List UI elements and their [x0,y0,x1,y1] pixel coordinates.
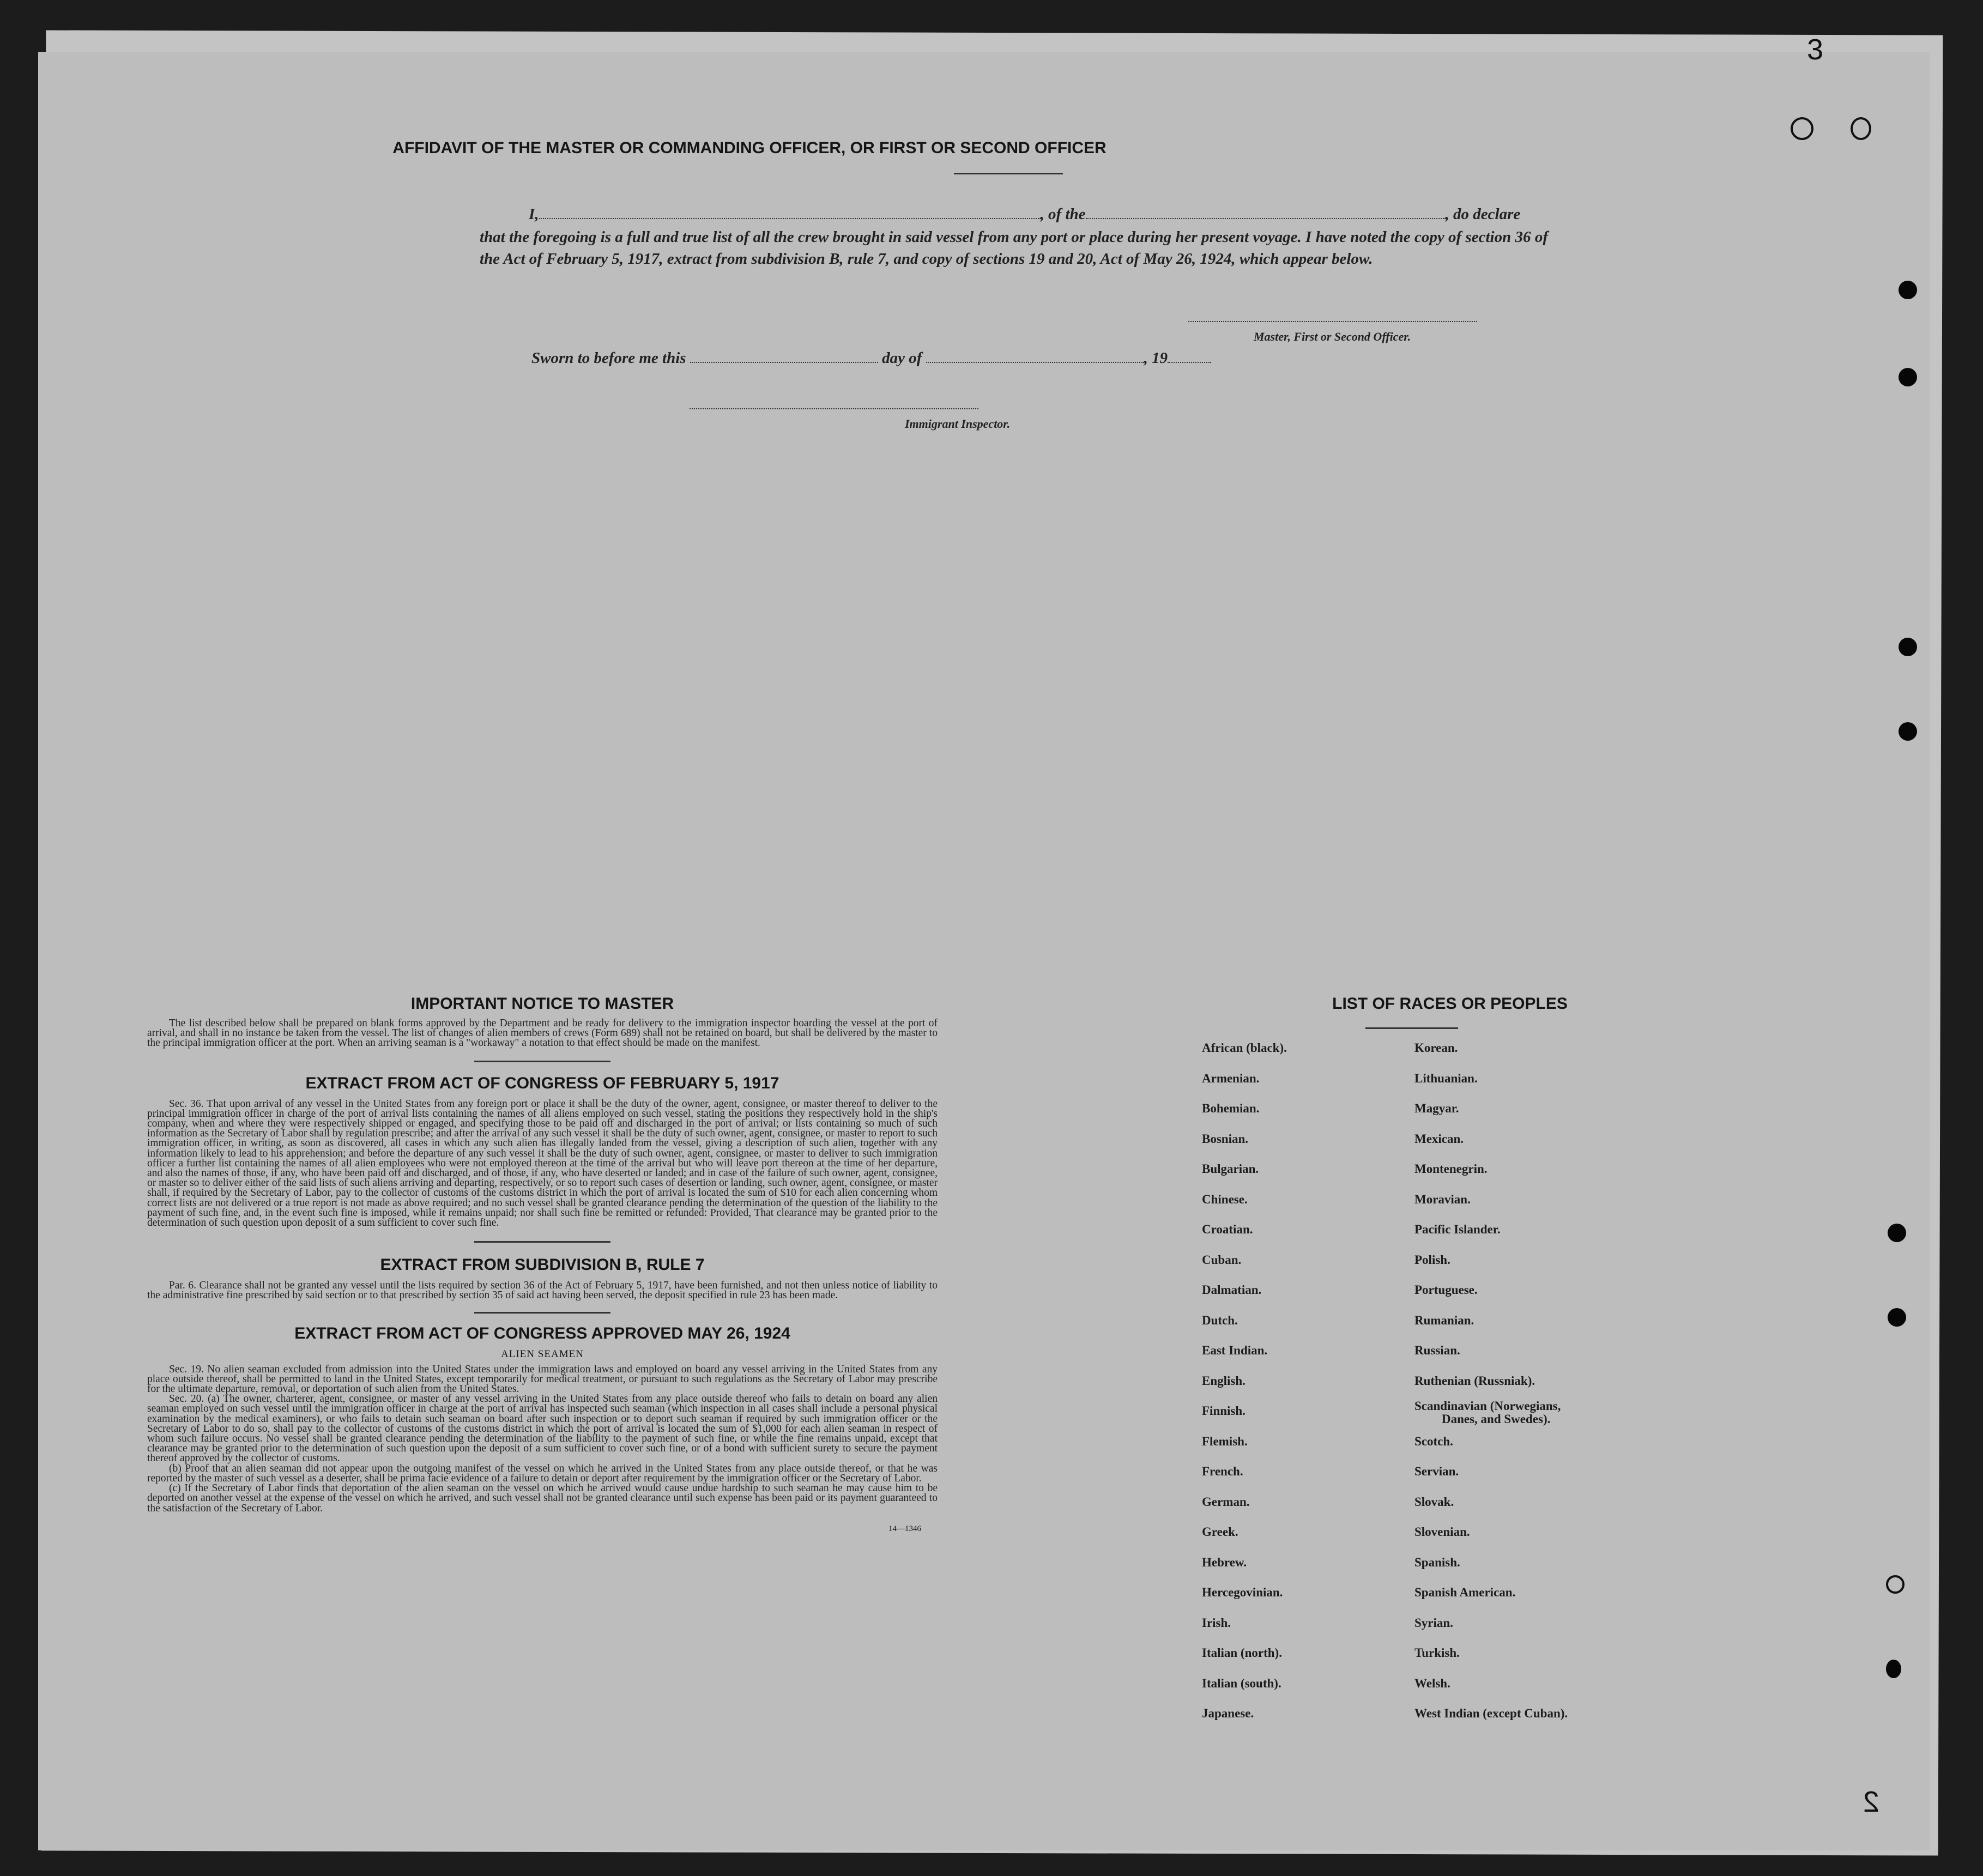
extract-1924-subtitle: ALIEN SEAMEN [501,1348,584,1360]
sworn-day-field[interactable] [690,348,878,363]
punch-hole [1886,1660,1901,1678]
extract-1917-title: EXTRACT FROM ACT OF CONGRESS OF FEBRUARY 5, 1917 [305,1074,779,1092]
races-title: LIST OF RACES OR PEOPLES [1332,995,1568,1013]
race-item: Irish. [1202,1615,1231,1630]
race-item: Flemish. [1202,1434,1248,1448]
race-item: English. [1202,1373,1246,1388]
race-item: Dalmatian. [1202,1283,1262,1297]
race-item: French. [1202,1465,1243,1478]
race-item: Polish. [1414,1252,1450,1267]
extract-1924-sec19: Sec. 19. No alien seaman excluded from admission into the United States under the immigration laws and employed on board any vessel arriving in the United States from any place outside thereof, shall be permitted to land in the United States, except temporarily for medical treatment, or pursuant to such regulations as the Secretary of Labor may prescribe for the ultimate departure, removal, or deportation of such alien from the United States. [147,1363,938,1395]
race-item: Japanese. [1202,1706,1254,1720]
affidavit-of-the: , of the [1040,205,1086,223]
race-item: Hebrew. [1202,1555,1247,1569]
punch-hole [1899,281,1917,299]
inspector-signature-line[interactable] [690,407,978,409]
race-item: West Indian (except Cuban). [1414,1706,1568,1720]
divider-3 [474,1312,610,1314]
subdivision-b-text: Par. 6. Clearance shall not be granted any vessel until the lists required by section 36 of the Act of February 5, 1917, have been furnished, and not then unless notice of liability to the administrative fine prescribed by said section or to that prescribed by section 35 of said act having been served, the deposit specified in rule 23 has been made. [147,1280,938,1302]
extract-1924-title: EXTRACT FROM ACT OF CONGRESS APPROVED MAY 26, 1924 [294,1324,790,1342]
notice-title: IMPORTANT NOTICE TO MASTER [410,995,674,1013]
race-item: Korean. [1414,1041,1458,1055]
extract-1924-sec20a: Sec. 20. (a) The owner, charterer, agent, consignee, or master of any vessel arriving in the United States from any place outside thereof who fails to detain on board any alien seaman employed on such vessel until the immigration officer in charge at the port of arrival has inspected such seaman (which inspection in all cases shall include a personal physical examination by the medical examiners), or who fails to detain such seaman on board after such inspection or to deport such seaman if required by such immigration officer or the Secretary of Labor to do so, shall pay to the collector of customs of the customs district in which the port of arrival is located the sum of $1,000 for each alien seaman in respect of whom such failure occurs. No vessel shall be granted clearance pending the determination of the liability to the payment of such fine, or while the fine remains unpaid, except that clearance may be granted prior to the determination of such question upon the deposit of a sum sufficient to cover such fine, or of a bond with sufficient surety to secure the payment thereof approved by the collector of customs. [147,1393,938,1465]
row-number-column [1856,444,1878,1834]
punch-hole [1888,1224,1906,1242]
page-number-bottom: 2 [1863,1786,1880,1818]
race-item: Welsh. [1414,1676,1450,1690]
race-item: Croatian. [1202,1223,1253,1236]
punch-hole [1899,638,1917,656]
race-item: Servian. [1414,1465,1459,1478]
day-of-label: day of [882,349,922,367]
sworn-line [531,347,1211,369]
affidavit-title-rule [954,173,1063,174]
race-item: Finnish. [1202,1404,1246,1418]
race-item: Bohemian. [1202,1102,1260,1115]
notice-text: The list described below shall be prepared on blank forms approved by the Department and be ready for delivery to the immigration inspector boarding the vessel at the port of arrival, and shall in no instance be taken from the vessel. The list of changes of alien members of crews (Form 689) shall not be retained on board, but shall be delivered by the master to the principal immigration officer at the port. When an arriving seaman is a "workaway" a notation to that effect should be made on the manifest. [147,1018,938,1049]
punch-hole [1888,1308,1906,1327]
race-item: Bulgarian. [1202,1162,1259,1176]
race-item: Portuguese. [1414,1283,1478,1297]
race-item: East Indian. [1202,1344,1268,1357]
race-item: Montenegrin. [1414,1162,1488,1176]
binder-ring-mark [1851,117,1871,140]
punch-hole [1899,368,1917,386]
affidavit-fill-line [480,203,1581,225]
race-item: Scandinavian (Norwegians, Danes, and Swedes). [1414,1399,1561,1426]
binder-ring-mark [1791,117,1813,140]
race-item: Italian (south). [1202,1676,1281,1690]
divider-2 [474,1241,610,1243]
divider-1 [474,1061,610,1062]
race-item: Spanish American. [1414,1585,1516,1599]
race-item: Moravian. [1414,1192,1471,1206]
sworn-year-field[interactable] [1168,348,1211,363]
sworn-month-field[interactable] [926,348,1144,363]
race-item: African (black). [1202,1041,1287,1055]
races-title-rule [1365,1027,1458,1029]
race-item: Scotch. [1414,1434,1453,1448]
master-signature-line[interactable] [1188,320,1477,322]
race-item: Pacific Islander. [1414,1223,1501,1236]
race-item: Slovenian. [1414,1525,1470,1539]
affidavit-title: AFFIDAVIT OF THE MASTER OR COMMANDING OFFICER, OR FIRST OR SECOND OFFICER [392,139,1107,157]
races-left-list [1202,1041,1409,1750]
race-item: German. [1202,1494,1250,1509]
race-item: Slovak. [1414,1494,1454,1509]
master-signature-caption: Master, First or Second Officer. [1254,330,1411,343]
extract-1924-sec20b: (b) Proof that an alien seaman did not appear upon the outgoing manifest of the vessel on which he arrived in the United States from any place outside thereof, or that he was reported by the master of such vessel as a deserter, shall be prima facie evidence of a failure to detain or deport after requirement by the immigration officer or the Secretary of Labor. [147,1462,938,1484]
race-item: Ruthenian (Russniak). [1414,1373,1535,1388]
affidavit-body: that the foregoing is a full and true list of all the crew brought in said vessel from any port or place during her present voyage. I have noted the copy of section 36 of the Act of February 5, 1917, extract from subdivision B, rule 7, and copy of sections 19 and 20, Act of May 26, 1924, which appear below. [480,228,1548,268]
form-number: 14—1346 [888,1524,921,1533]
race-item: Rumanian. [1414,1313,1474,1327]
races-right-list [1414,1041,1665,1750]
sworn-label: Sworn to before me this [531,349,686,367]
document-page [38,33,1930,1850]
race-item: Bosnian. [1202,1131,1249,1146]
punch-hole-ring [1886,1575,1905,1594]
extract-1924-sec20c: (c) If the Secretary of Labor finds that deportation of the alien seaman on the vessel on which he arrived would cause undue hardship to such seaman he may cause him to be deported on another vessel at the expense of the vessel on which he arrived, and such vessel shall not be granted clearance until such expense has been paid or its payment guaranteed to the satisfaction of the Secretary of Labor. [147,1482,938,1514]
race-item: Spanish. [1414,1555,1460,1569]
declarant-name-field[interactable] [539,204,1041,219]
race-item: Syrian. [1414,1615,1453,1630]
affidavit-do-declare: , do declare [1445,205,1521,223]
subdivision-b-title: EXTRACT FROM SUBDIVISION B, RULE 7 [380,1256,705,1274]
race-item: Lithuanian. [1414,1071,1478,1085]
punch-hole [1899,722,1917,741]
race-item: Dutch. [1202,1313,1238,1327]
race-item: Magyar. [1414,1102,1459,1115]
race-item: Chinese. [1202,1192,1248,1206]
legal-notices-column [147,995,938,1534]
year-prefix: , 19 [1144,349,1168,367]
race-item: Cuban. [1202,1252,1242,1267]
affidavit-i-label: I, [529,205,539,223]
vessel-name-field[interactable] [1086,204,1446,219]
page-number-top: 3 [1807,33,1824,66]
race-item: Armenian. [1202,1071,1260,1085]
race-item: Mexican. [1414,1131,1464,1146]
inspector-caption: Immigrant Inspector. [905,417,1011,431]
race-item: Russian. [1414,1344,1460,1357]
race-item: Greek. [1202,1525,1238,1539]
race-item: Italian (north). [1202,1646,1282,1660]
extract-1917-text: Sec. 36. That upon arrival of any vessel in the United States from any foreign port or place it shall be the duty of the owner, agent, consignee, or master thereof to deliver to the principal immigration officer in charge of the port of arrival lists containing the names of all aliens employed on such vessel, stating the positions they respectively hold in the ship's company, when and where they were respectively shipped or engaged, and specifying those to be paid off and discharged in the port of arrival; or lists containing so much of such information as the Secretary of Labor shall by regulation prescribe; and after the arrival of any such vessel it shall be the duty of such owner, agent, consignee, or master to report to such immigration officer, in writing, as soon as discovered, all cases in which any such alien has illegally landed from the vessel, giving a description of such alien, together with any information likely to lead to his apprehension; and before the departure of any such vessel it shall be the duty of such owner, agent, consignee, or master to deliver to such immigration officer a further list containing the names of all alien employees who were not employed thereon at the time of the arrival but who will leave port thereon at the time of her departure, and also the names of those, if any, who have been paid off and discharged, and of those, if any, who have deserted or landed; and in case of the failure of such owner, agent, consignee, or master so to deliver either of the said lists of such aliens arriving and departing, respectively, or so to report such cases of desertion or landing, such owner, agent, consignee, or master shall, if required by the Secretary of Labor, pay to the collector of customs of the customs district in which the port of arrival is located the sum of $10 for each alien concerning whom correct lists are not delivered or a true report is not made as above required; and no such vessel shall be granted clearance pending the determination of the question of the liability to the payment of such fine, and, in the event such fine is imposed, while it remains unpaid; nor shall such fine be remitted or refunded: Provided, That clearance may be granted prior to the determination of such question upon deposit of a sum sufficient to cover such fine. [147,1098,938,1229]
race-item: Hercegovinian. [1202,1585,1283,1599]
race-item: Turkish. [1414,1646,1460,1660]
